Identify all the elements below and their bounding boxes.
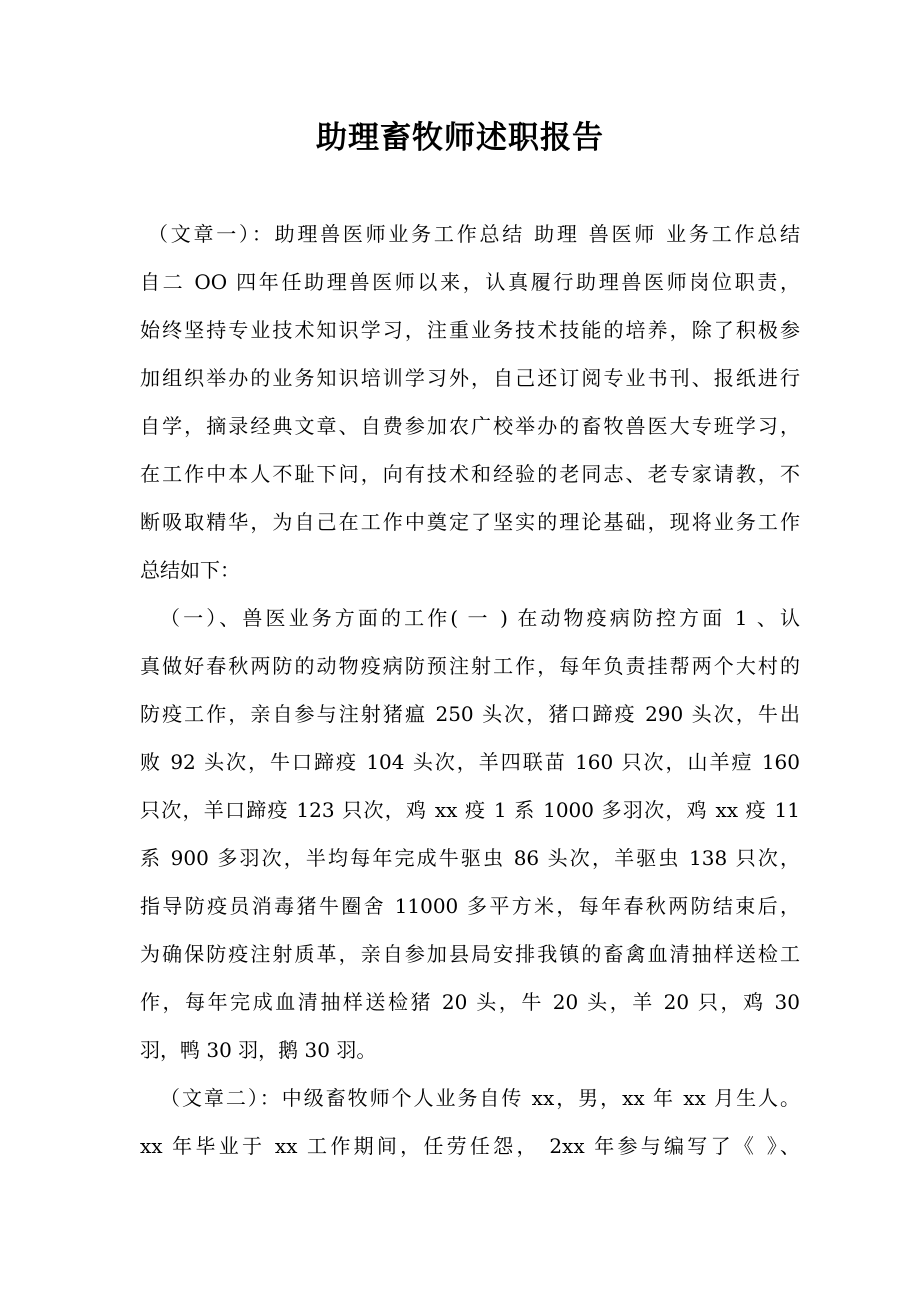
text-line: 羽，鸭 30 羽，鹅 30 羽。 (140, 1038, 377, 1062)
text-line: 为确保防疫注射质革，亲自参加县局安排我镇的畜禽血清抽样送检工 (140, 942, 800, 966)
text-line: 始终坚持专业技术知识学习，注重业务技术技能的培养，除了积极参 (140, 318, 800, 342)
text-line: 只次，羊口蹄疫 123 只次，鸡 xx 疫 1 系 1000 多羽次，鸡 xx 疫 11 (140, 798, 800, 822)
text-line: （文章一）：助理兽医师业务工作总结 助理 兽医师 业务工作总结 (148, 222, 800, 246)
document-title: 助理畜牧师述职报告 (316, 120, 604, 156)
text-line: 断吸取精华，为自己在工作中奠定了坚实的理论基础，现将业务工作 (140, 510, 800, 534)
text-line: 指导防疫员消毒猪牛圈舍 11000 多平方米，每年春秋两防结束后， (140, 894, 800, 918)
text-line: 自二 OO 四年任助理兽医师以来，认真履行助理兽医师岗位职责， (140, 270, 800, 294)
text-line: （文章二）：中级畜牧师个人业务自传 xx，男，xx 年 xx 月生人。 (160, 1086, 800, 1110)
text-line: 系 900 多羽次，半均每年完成牛驱虫 86 头次，羊驱虫 138 只次， (140, 846, 800, 870)
text-line: 防疫工作，亲自参与注射猪瘟 250 头次，猪口蹄疫 290 头次，牛出 (140, 702, 800, 726)
text-line: 作，每年完成血清抽样送检猪 20 头，牛 20 头，羊 20 只，鸡 30 (140, 990, 800, 1014)
text-line: 真做好春秋两防的动物疫病防预注射工作，每年负责挂帮两个大村的 (140, 654, 800, 678)
text-line: xx 年毕业于 xx 工作期间，任劳任怨， 2xx 年参与编写了《 》、 (140, 1134, 800, 1158)
text-line: 总结如下： (140, 558, 240, 582)
text-line: 在工作中本人不耻下问，向有技术和经验的老同志、老专家请教，不 (140, 462, 800, 486)
text-line: 加组织举办的业务知识培训学习外，自己还订阅专业书刊、报纸进行 (140, 366, 800, 390)
text-line: 败 92 头次，牛口蹄疫 104 头次，羊四联苗 160 只次，山羊痘 160 (140, 750, 800, 774)
text-line: （一）、兽医业务方面的工作( 一 ) 在动物疫病防控方面 1 、认 (160, 606, 800, 630)
text-line: 自学，摘录经典文章、自费参加农广校举办的畜牧兽医大专班学习， (140, 414, 800, 438)
